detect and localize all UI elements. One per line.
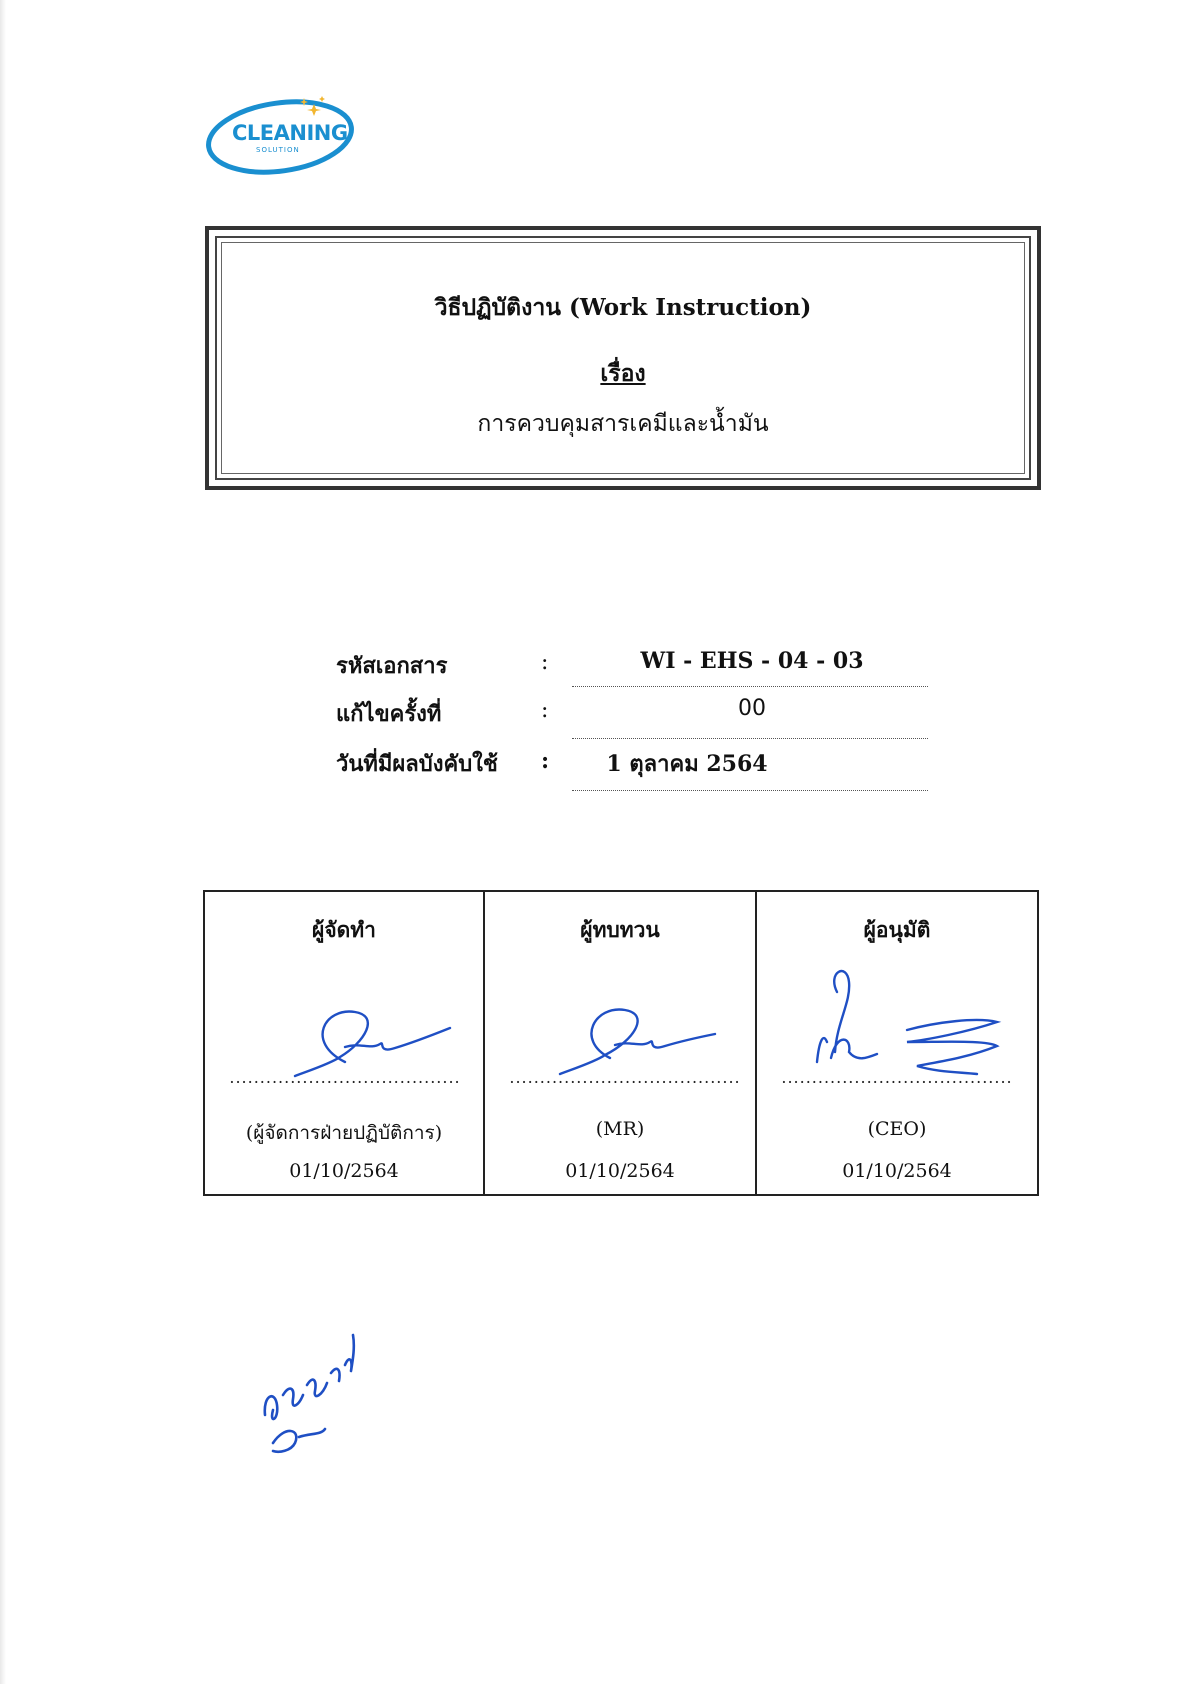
- effective-date-label: วันที่มีผลบังคับใช้: [336, 751, 498, 777]
- title-box: [205, 226, 1041, 490]
- reviewed-by-header: ผู้ทบทวน: [580, 917, 660, 942]
- approval-table: [203, 890, 1039, 1196]
- effective-date-value: 1 ตุลาคม 2564: [606, 751, 768, 777]
- approval-column-approved: [757, 892, 1037, 1194]
- subject-title: การควบคุมสารเคมีและน้ำมัน: [477, 411, 769, 437]
- reviewed-by-date: 01/10/2564: [565, 1160, 675, 1182]
- logo-subtext: SOLUTION: [256, 146, 300, 154]
- approval-column-prepared: [205, 892, 485, 1194]
- effective-date-underline: [572, 790, 928, 791]
- prepared-signature-line: ......................................: [229, 1068, 461, 1087]
- effective-date-colon: :: [541, 748, 550, 774]
- handwritten-initials-signature: [255, 1325, 385, 1465]
- page-edge: [0, 0, 6, 1684]
- approved-signature-line: ......................................: [781, 1068, 1013, 1087]
- revision-colon: :: [541, 698, 549, 723]
- logo-wordmark: CLEANING: [232, 121, 348, 145]
- revision-value: 00: [738, 696, 766, 721]
- approved-by-role: (CEO): [867, 1118, 927, 1140]
- revision-label: แก้ไขครั้งที่: [336, 701, 442, 727]
- subject-heading: [209, 356, 1037, 392]
- reviewed-by-role: (MR): [595, 1118, 645, 1140]
- revision-underline: [572, 738, 928, 739]
- document-code-underline: [572, 686, 928, 687]
- prepared-by-role: (ผู้จัดการฝ่ายปฏิบัติการ): [245, 1122, 443, 1144]
- approved-by-header: ผู้อนุมัติ: [863, 917, 931, 942]
- approver-signature: [797, 962, 1017, 1112]
- approved-by-date: 01/10/2564: [842, 1160, 952, 1182]
- approval-column-reviewed: [485, 892, 757, 1194]
- document-code-colon: :: [541, 650, 549, 675]
- reviewed-signature-line: ......................................: [509, 1068, 741, 1087]
- prepared-by-date: 01/10/2564: [289, 1160, 399, 1182]
- document-type-title: วิธีปฏิบัติงาน (Work Instruction): [434, 294, 812, 321]
- document-code-value: WI - EHS - 04 - 03: [640, 648, 864, 674]
- prepared-by-header: ผู้จัดทำ: [312, 917, 376, 942]
- subject-heading-label: เรื่อง: [600, 360, 646, 387]
- document-code-label: รหัสเอกสาร: [336, 653, 448, 679]
